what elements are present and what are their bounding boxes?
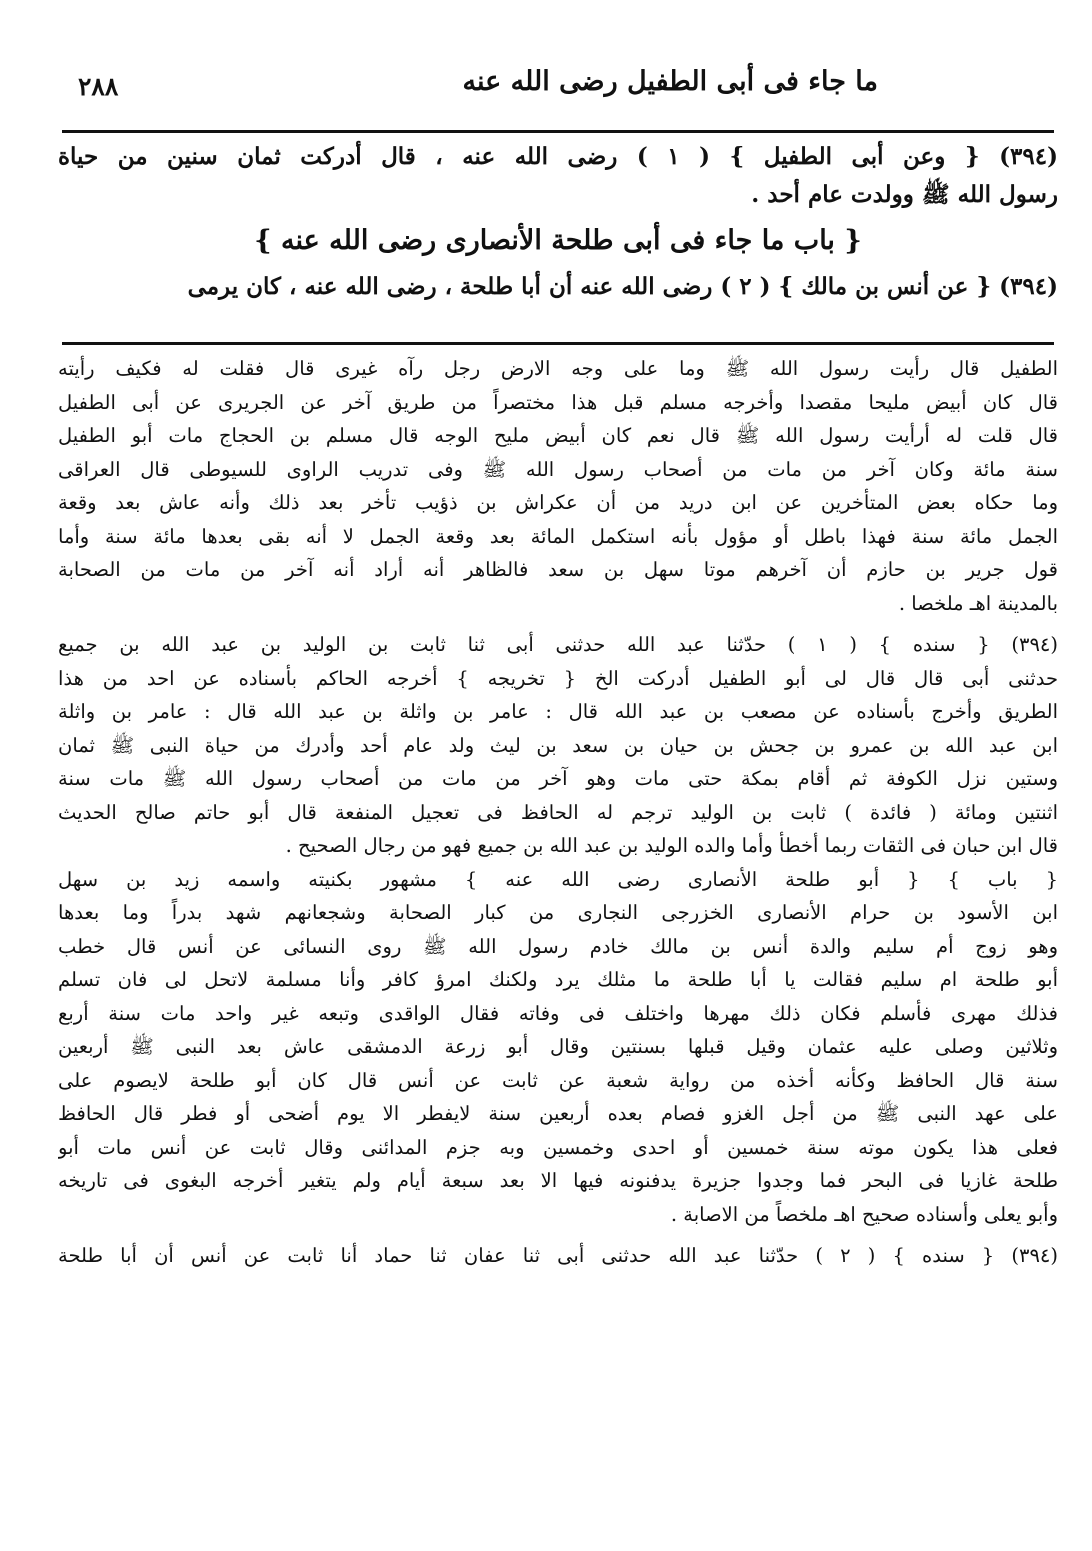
commentary-line: فذلك مهرى فأسلم فكان ذلك مهرها واختلف فى وفاته فقال الواقدى وتبعه غير واحد مات سنة أربع	[58, 1001, 1058, 1025]
page-number: ٢٨٨	[78, 72, 119, 101]
commentary-line: وستين نزل الكوفة ثم أقام بمكة حتى مات وهو آخر من مات من أصحاب رسول الله ﷺ مات سنة	[58, 767, 1058, 790]
commentary-paragraph	[58, 628, 1058, 863]
commentary-line: اثنتين ومائة ( فائدة ) ثابت بن الوليد ترجم له الحافظ فى تعجيل المنفعة قال أبو حاتم صالح الحديث	[58, 800, 1058, 824]
header-rule	[62, 130, 1054, 133]
commentary-line: (٣٩٤) { سنده } ( ١ ) حدّثنا عبد الله حدثنى أبى ثنا ثابت بن الوليد بن عبد الله بن جميع	[58, 633, 1058, 656]
commentary-line: قول جرير بن حازم أن آخرهم موتا سهل بن سعد فالظاهر أنه أراد أنه آخر من مات من الصحابة	[58, 558, 1058, 581]
chapter-heading: { باب ما جاء فى أبى طلحة الأنصارى رضى الله عنه }	[254, 225, 862, 256]
main-line: (٣٩٤) { عن أنس بن مالك } ( ٢ ) رضى الله عنه أن أبا طلحة ، رضى الله عنه ، كان يرمى	[187, 273, 1058, 300]
commentary-line: سنة قال الحافظ وكأنه أخذه من رواية شعبة عن ثابت عن أنس قال كان أبو طلحة لايصوم على	[58, 1068, 1058, 1092]
commentary	[58, 352, 1058, 1273]
commentary-paragraph	[58, 863, 1058, 1232]
footnote-rule	[62, 342, 1054, 345]
running-title: ما جاء فى أبى الطفيل رضى الله عنه	[462, 66, 878, 97]
commentary-line: الطفيل قال رأيت رسول الله ﷺ وما على وجه الارض رجل رآه غيرى قال فقلت له فكيف رأيته	[58, 357, 1058, 380]
main-line: رسول الله ﷺ وولدت عام أحد .	[751, 181, 1058, 208]
commentary-line: { باب } { أبو طلحة الأنصارى رضى الله عنه } مشهور بكنيته واسمه زيد بن سهل	[58, 867, 1058, 891]
document-page	[58, 62, 1058, 1502]
commentary-line: وثلاثين وصلى عليه عثمان وقيل قبلها بسنتين وقال أبو زرعة الدمشقى عاش بعد النبى ﷺ أربعين	[58, 1035, 1058, 1058]
commentary-line: وما حكاه بعض المتأخرين عن ابن دريد من أن عكراش بن ذؤيب تأخر بعد ذلك وأنه عاش بعد وقعة	[58, 491, 1058, 514]
commentary-line: حدثنى أبى قال قال لى أبو الطفيل أدركت الخ { تخريجه } أخرجه الحاكم بأسناده عن احد من هذا	[58, 666, 1058, 690]
commentary-line: قال قلت له أرأيت رسول الله ﷺ قال نعم كان أبيض مليح الوجه قال مسلم بن الحجاج مات أبو الطفيل	[58, 424, 1058, 447]
commentary-line: ابن عبد الله بن عمرو بن جحش بن حيان بن سعد بن ليث ولد عام أحد وأدرك من حياة النبى ﷺ ثمان	[58, 733, 1058, 757]
commentary-paragraph	[58, 1239, 1058, 1273]
commentary-line: سنة مائة وكان آخر من مات من أصحاب رسول الله ﷺ وفى تدريب الراوى للسيوطى قال العراقى	[58, 457, 1058, 481]
commentary-line: أبو طلحة ام سليم فقالت يا أبا طلحة ما مثلك يرد ولكنك امرؤ كافر وأنا مسلمة لاتحل لى فان تسلم	[58, 968, 1058, 991]
commentary-line: قال ابن حبان فى الثقات ربما أخطأ وأما والده الوليد بن عبد الله بن جميع فهو من رجال الصحيح .	[285, 834, 1058, 857]
main-text	[58, 138, 1058, 306]
page-header	[58, 62, 1058, 122]
commentary-line: على عهد النبى ﷺ من أجل الغزو فصام بعده أربعين سنة لايفطر الا يوم أضحى أو فطر قال الحافظ	[58, 1102, 1058, 1125]
commentary-line: قال كان أبيض مليحا مقصدا وأخرجه مسلم قبل هذا مختصراً من طريق آخر عن الجريرى عن أبى الطفيل	[58, 390, 1058, 414]
commentary-line: طلحة غازيا فى البحر فما وجدوا جزيرة يدفنونه فيها الا بعد سبعة أيام ولم يتغير أخرجه البغوى فى تاريخه	[58, 1169, 1058, 1192]
commentary-line: وهو زوج أم سليم والدة أنس بن مالك خادم رسول الله ﷺ روى النسائى عن أنس قال خطب	[58, 934, 1058, 958]
commentary-line: فعلى هذا يكون موته سنة خمسين أو احدى وخمسين وبه جزم المدائنى وقال ثابت عن أنس مات أبو	[58, 1135, 1058, 1159]
commentary-line: (٣٩٤) { سنده } ( ٢ ) حدّثنا عبد الله حدثنى أبى ثنا عفان ثنا حماد أنا ثابت عن أنس أن أبا طلحة	[58, 1244, 1058, 1267]
commentary-paragraph	[58, 352, 1058, 620]
commentary-line: وأبو يعلى وأسناده صحيح اهـ ملخصاً من الاصابة .	[670, 1202, 1058, 1226]
commentary-line: الطريق وأخرج بأسناده عن مصعب بن عبد الله قال : عامر بن واثلة بن عبد الله قال : عامر بن واثلة	[58, 700, 1058, 723]
commentary-line: الجمل مائة سنة فهذا باطل أو مؤول بأنه استكمل المائة بعد وقعة الجمل لا أنه بقى بعدها مائة سنة وأما	[58, 524, 1058, 548]
commentary-line: ابن الأسود بن حرام الأنصارى الخزرجى النجارى من كبار الصحابة وشجعانهم شهد بدراً وما بعدها	[58, 901, 1058, 924]
commentary-line: بالمدينة اهـ ملخصا .	[898, 591, 1058, 615]
main-line: (٣٩٤) { وعن أبى الطفيل } ( ١ ) رضى الله عنه ، قال أدركت ثمان سنين من حياة	[58, 143, 1058, 170]
